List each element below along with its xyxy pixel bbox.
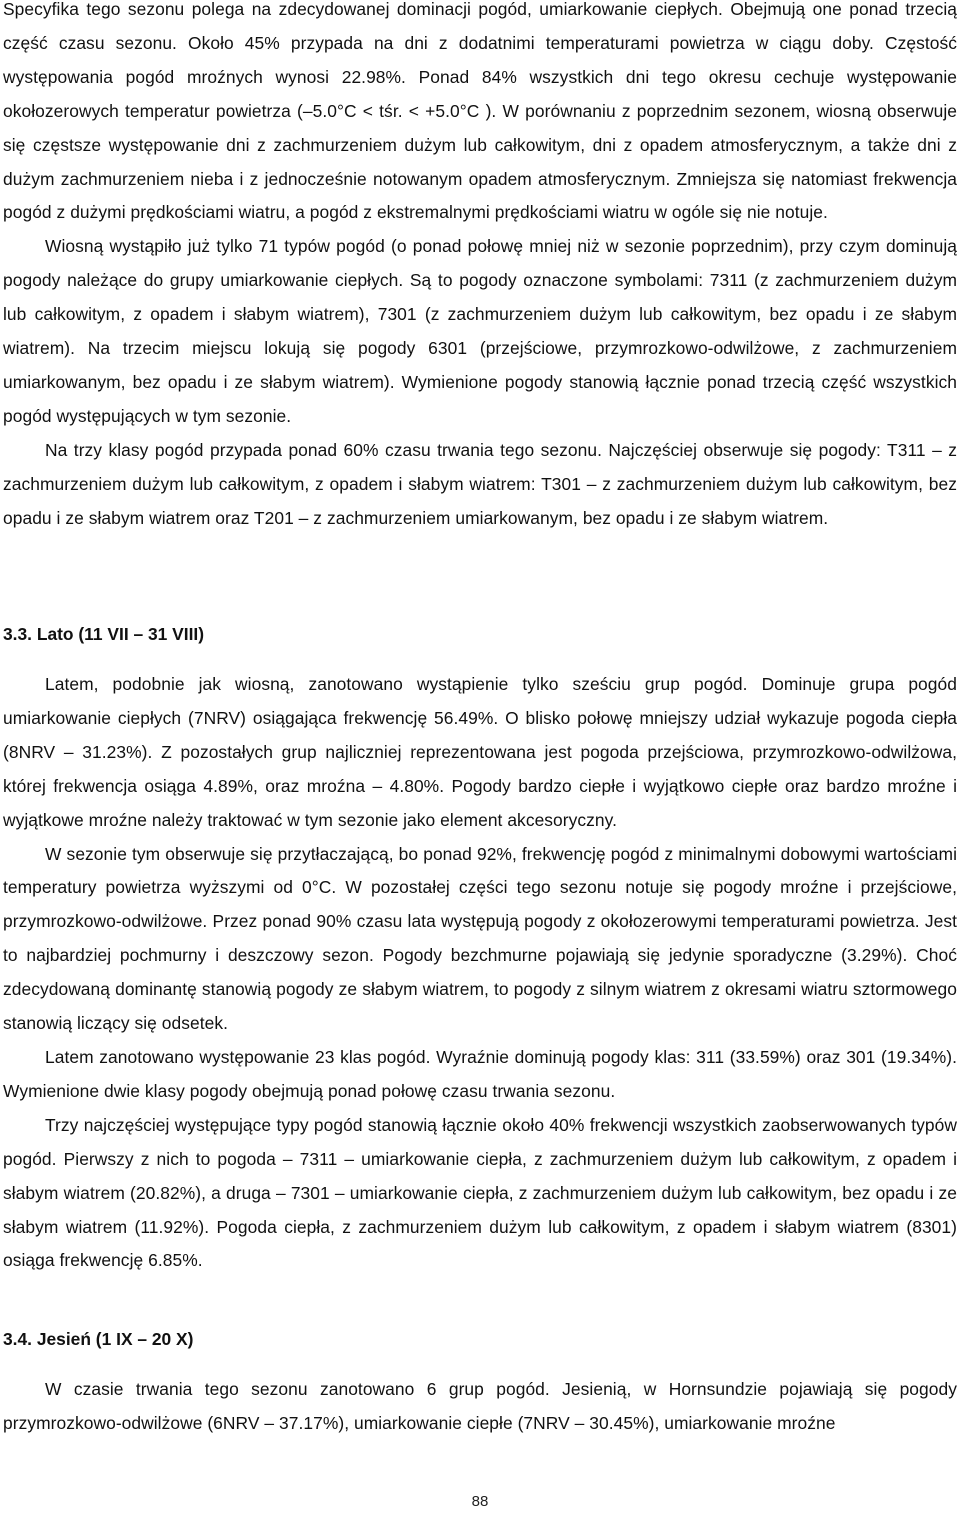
section-heading-lato: 3.3. Lato (11 VII – 31 VIII) [3, 624, 205, 644]
paragraph: Trzy najczęściej występujące typy pogód stanowią łącznie około 40% frekwencji wszystkich zaobserwowanych typów pogód. Pierwszy z nich to pogoda – 7311 – umiarkowanie ciepła, z zachmurzeniem dużym lub całkowitym, z opadem i słabym wiatrem (20.82%), a druga – 7301 – umiarkowanie ciepła, z zachmurzeniem dużym lub całkowitym, bez opadu i ze słabym wiatrem (11.92%). Pogoda ciepła, z zachmurzeniem dużym lub całkowitym, z opadem i słabym wiatrem (8301) osiąga frekwencję 6.85%. [3, 1114, 957, 1271]
jesien-section [3, 1373, 957, 1441]
paragraph: Na trzy klasy pogód przypada ponad 60% czasu trwania tego sezonu. Najczęściej obserwuje się pogody: T311 – z zachmurzeniem dużym lub całkowitym, z opadem i słabym wiatrem: T301 – z zachmurzeniem dużym lub całkowitym, bez opadu i ze słabym wiatrem oraz T201 – z zachmurzeniem umiarkowanym, bez opadu i ze słabym wiatrem. [3, 439, 957, 528]
section-heading-jesien: 3.4. Jesień (1 IX – 20 X) [3, 1329, 194, 1349]
paragraph: W sezonie tym obserwuje się przytłaczającą, bo ponad 92%, frekwencję pogód z minimalnymi dobowymi wartościami temperatury powietrza wyższymi od 0°C. W pozostałej części tego sezonu notuje się pogody mroźne i przejściowe, przymrozkowo-odwilżowe. Przez ponad 90% czasu lata występują pogody z okołozerowymi temperaturami powietrza. Jest to najbardziej pochmurny i deszczowy sezon. Pogody bezchmurne pojawiają się jedynie sporadyczne (3.29%). Choć zdecydowaną dominantę stanowią pogody ze słabym wiatrem, to pogody z silnym wiatrem z okresami wiatru sztormowego stanowią liczący się odsetek. [3, 843, 957, 1034]
paragraph: Latem zanotowano występowanie 23 klas pogód. Wyraźnie dominują pogody klas: 311 (33.59%) oraz 301 (19.34%). Wymienione dwie klasy pogody obejmują ponad połowę czasu trwania sezonu. [3, 1046, 957, 1101]
paragraph: W czasie trwania tego sezonu zanotowano 6 grup pogód. Jesienią, w Hornsundzie pojawiają się pogody przymrozkowo-odwilżowe (6NRV – 37.17%), umiarkowanie ciepłe (7NRV – 30.45%), umiarkowanie mroźne [3, 1379, 957, 1433]
paragraph: Wiosną wystąpiło już tylko 71 typów pogód (o ponad połowę mniej niż w sezonie poprzednim), przy czym dominują pogody należące do grupy umiarkowanie ciepłych. Są to pogody oznaczone symbolami: 7311 (z zachmurzeniem dużym lub całkowitym, z opadem i słabym wiatrem), 7301 (z zachmurzeniem dużym lub całkowitym, bez opadu i ze słabym wiatrem). Na trzecim miejscu lokują się pogody 6301 (przejściowe, przymrozkowo-odwilżowe, z zachmurzeniem umiarkowanym, bez opadu i ze słabym wiatrem). Wymienione pogody stanowią łącznie ponad trzecią część wszystkich pogód występujących w tym sezonie. [3, 236, 957, 426]
paragraph: Latem, podobnie jak wiosną, zanotowano wystąpienie tylko sześciu grup pogód. Dominuje grupa pogód umiarkowanie ciepłych (7NRV) osiągająca frekwencję 56.49%. O blisko połowę mniejszy udział wykazuje pogoda ciepła (8NRV – 31.23%). Z pozostałych grup najliczniej reprezentowana jest pogoda przejściowa, przymrozkowo-odwilżowa, której frekwencja osiąga 4.89%, oraz mroźna – 4.80%. Pogody bardzo ciepłe i wyjątkowo ciepłe oraz bardzo mroźne i wyjątkowe mroźne należy traktować w tym sezonie jako element akcesoryczny. [3, 674, 957, 830]
intro-section [3, 0, 957, 536]
page-number: 88 [471, 1493, 489, 1510]
lato-section [3, 668, 957, 1278]
paragraph: Specyfika tego sezonu polega na zdecydowanej dominacji pogód, umiarkowanie ciepłych. Obejmują one ponad trzecią część czasu sezonu. Około 45% przypada na dni z dodatnimi temperaturami powietrza w ciągu doby. Częstość występowania pogód mroźnych wynosi 22.98%. Ponad 84% wszystkich dni tego okresu cechuje występowanie okołozerowych temperatur powietrza (–5.0°C < tśr. < +5.0°C ). W porównaniu z poprzednim sezonem, wiosną obserwuje się częstsze występowanie dni z zachmurzeniem dużym lub całkowitym, dni z opadem atmosferycznym, a także dni z dużym zachmurzeniem nieba i z jednocześnie notowanym opadem atmosferycznym. Zmniejsza się natomiast frekwencja pogód z dużymi prędkościami wiatru, a pogód z ekstremalnymi prędkościami wiatru w ogóle się nie notuje. [3, 0, 957, 223]
